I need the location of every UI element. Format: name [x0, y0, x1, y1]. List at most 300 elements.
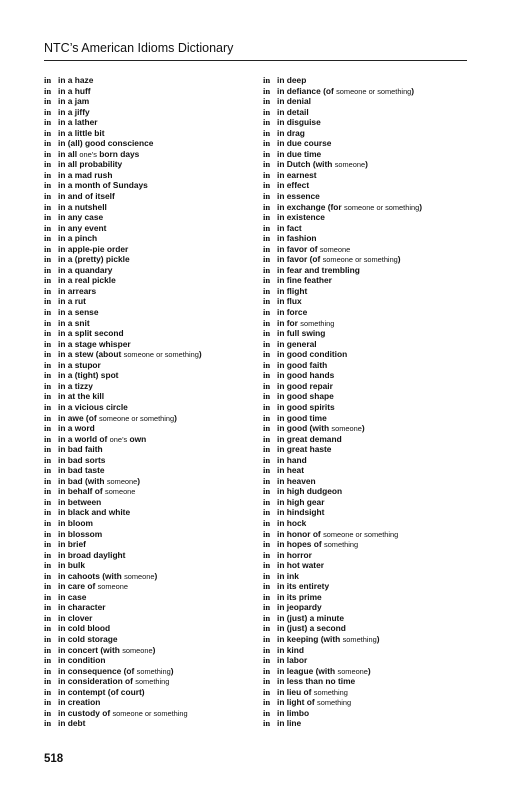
idiom-entry [263, 666, 473, 677]
entry-text: in a nutshell [58, 201, 107, 212]
idiom-entry [44, 149, 254, 160]
entry-keyword: in [263, 444, 271, 455]
entry-keyword: in [263, 633, 271, 644]
idiom-entry [44, 107, 254, 118]
entry-text: in good spirits [277, 401, 335, 412]
entry-text: in fact [277, 222, 302, 233]
entry-keyword: in [44, 85, 52, 96]
entry-phrase [58, 486, 135, 496]
entry-text: ) [137, 475, 141, 486]
idiom-entry [44, 581, 254, 592]
idiom-entry [44, 402, 254, 413]
idiom-entry [263, 613, 473, 624]
entry-text: in less than no time [277, 676, 356, 687]
entry-keyword: in [44, 444, 52, 455]
entry-phrase [277, 128, 305, 138]
entry-text: in defiance (of [277, 85, 337, 96]
idiom-entry [263, 170, 473, 181]
entry-text: ) [170, 665, 174, 676]
entry-phrase [58, 465, 105, 475]
entry-keyword: in [263, 317, 271, 328]
entry-keyword: in [263, 338, 271, 349]
entry-keyword: in [263, 349, 271, 360]
entry-text: in at the kill [58, 391, 105, 402]
idiom-entry [263, 360, 473, 371]
entry-phrase [58, 328, 124, 338]
idiom-entry [44, 465, 254, 476]
idiom-entry [263, 697, 473, 708]
entry-text: in all [58, 148, 80, 159]
idiom-entry [263, 645, 473, 656]
idiom-entry [263, 539, 473, 550]
entry-phrase [58, 265, 112, 275]
entry-text: in cold storage [58, 633, 118, 644]
entry-placeholder-word: one’s [109, 434, 128, 444]
entry-keyword: in [263, 454, 271, 465]
entry-keyword: in [44, 591, 52, 602]
entry-phrase [58, 645, 155, 655]
idiom-entry [263, 592, 473, 603]
entry-keyword: in [263, 159, 271, 170]
idiom-entry [44, 444, 254, 455]
entry-phrase [277, 623, 346, 633]
entry-phrase [58, 613, 92, 623]
entry-keyword: in [44, 612, 52, 623]
entry-text: in a pinch [58, 233, 98, 244]
entry-keyword: in [44, 359, 52, 370]
idiom-entry [44, 413, 254, 424]
idiom-entry [44, 328, 254, 339]
entry-keyword: in [44, 159, 52, 170]
entry-text: in great haste [277, 444, 332, 455]
entry-phrase [58, 455, 105, 465]
idiom-entry [263, 202, 473, 213]
entry-text: in case [58, 591, 87, 602]
idiom-entry [263, 191, 473, 202]
entry-phrase [58, 676, 169, 686]
entry-text: ) [397, 254, 401, 265]
entry-phrase [58, 402, 128, 412]
idiom-entry [44, 507, 254, 518]
entry-phrase [58, 370, 118, 380]
entry-placeholder-word: something [317, 698, 352, 708]
entry-phrase [277, 486, 342, 496]
entry-phrase [58, 117, 98, 127]
entry-phrase [58, 560, 85, 570]
entry-phrase [277, 455, 307, 465]
entry-keyword: in [44, 180, 52, 191]
entry-text: in effect [277, 180, 310, 191]
idiom-entry [44, 655, 254, 666]
entry-phrase [277, 86, 414, 96]
entry-placeholder-word: someone [105, 487, 136, 497]
idiom-entry [263, 623, 473, 634]
entry-text: in a jiffy [58, 106, 90, 117]
entry-phrase [277, 687, 348, 697]
entry-placeholder-word: someone [319, 244, 351, 254]
entry-phrase [277, 476, 316, 486]
idiom-entry [263, 328, 473, 339]
entry-text: in limbo [277, 707, 310, 718]
entry-text: in favor of [277, 243, 320, 254]
entry-phrase [58, 529, 102, 539]
entry-placeholder-word: someone or something [322, 255, 398, 265]
entry-phrase [58, 96, 89, 106]
entry-phrase [277, 434, 342, 444]
entry-text: in force [277, 307, 308, 318]
entry-keyword: in [44, 222, 52, 233]
entry-text: in due time [277, 148, 322, 159]
entry-text: in consequence (of [58, 665, 137, 676]
entry-placeholder-word: someone or something [112, 708, 188, 718]
entry-phrase [277, 339, 317, 349]
entry-phrase [277, 318, 334, 328]
entry-phrase [277, 360, 327, 370]
entry-keyword: in [263, 169, 271, 180]
entry-keyword: in [263, 401, 271, 412]
entry-phrase [58, 571, 157, 581]
entry-phrase [58, 518, 93, 528]
entry-text: in bloom [58, 517, 93, 528]
entry-text: in character [58, 602, 106, 613]
entry-text: in disguise [277, 117, 321, 128]
entry-phrase [58, 149, 139, 159]
entry-phrase [277, 244, 350, 254]
right-entry-column [263, 75, 473, 729]
entry-phrase [58, 602, 105, 612]
idiom-entry [263, 149, 473, 160]
entry-text: in a sense [58, 307, 99, 318]
entry-text: ) [361, 423, 365, 434]
idiom-entry [263, 529, 473, 540]
entry-phrase [58, 212, 103, 222]
idiom-entry [263, 434, 473, 445]
idiom-entry [263, 655, 473, 666]
entry-phrase [58, 444, 103, 454]
idiom-entry [263, 339, 473, 350]
idiom-entry [263, 560, 473, 571]
entry-text: in high gear [277, 496, 325, 507]
entry-text: in fine feather [277, 275, 332, 286]
entry-placeholder-word: someone [97, 582, 128, 592]
entry-keyword: in [44, 433, 52, 444]
entry-keyword: in [44, 686, 52, 697]
idiom-entry [44, 518, 254, 529]
entry-text: in labor [277, 655, 308, 666]
entry-placeholder-word: someone or something [123, 350, 199, 360]
entry-keyword: in [44, 517, 52, 528]
entry-keyword: in [263, 539, 271, 550]
entry-phrase [58, 581, 128, 591]
entry-keyword: in [44, 718, 52, 729]
entry-keyword: in [263, 328, 271, 339]
entry-keyword: in [44, 296, 52, 307]
idiom-entry [44, 539, 254, 550]
entry-text: in good time [277, 412, 327, 423]
idiom-entry [44, 571, 254, 582]
idiom-entry [263, 75, 473, 86]
entry-keyword: in [263, 517, 271, 528]
entry-phrase [58, 107, 90, 117]
entry-text: in a tizzy [58, 380, 93, 391]
entry-keyword: in [263, 222, 271, 233]
idiom-entry [44, 286, 254, 297]
idiom-entry [44, 550, 254, 561]
entry-keyword: in [44, 264, 52, 275]
entry-phrase [58, 539, 86, 549]
entry-text: in good shape [277, 391, 334, 402]
entry-phrase [277, 233, 317, 243]
entry-text: in behalf of [58, 486, 105, 497]
entry-text: in great demand [277, 433, 342, 444]
idiom-entry [44, 86, 254, 97]
idiom-entry [44, 560, 254, 571]
idiom-entry [263, 212, 473, 223]
entry-placeholder-word: someone or something [323, 529, 399, 539]
idiom-entry [263, 687, 473, 698]
entry-keyword: in [263, 475, 271, 486]
running-header-title: NTC’s American Idioms Dictionary [44, 41, 234, 55]
entry-text: in (all) good conscience [58, 138, 154, 149]
entry-keyword: in [263, 612, 271, 623]
idiom-entry [44, 370, 254, 381]
entry-phrase [277, 666, 371, 676]
entry-keyword: in [44, 401, 52, 412]
entry-keyword: in [263, 75, 271, 85]
entry-phrase [277, 676, 355, 686]
entry-keyword: in [44, 697, 52, 708]
entry-text: in a stew (about [58, 349, 124, 360]
idiom-entry [263, 244, 473, 255]
idiom-entry [44, 634, 254, 645]
entry-placeholder-word: someone [124, 571, 155, 581]
entry-text: in its prime [277, 591, 322, 602]
idiom-entry [44, 602, 254, 613]
entry-placeholder-word: someone [331, 424, 362, 434]
entry-text: in a quandary [58, 264, 113, 275]
entry-phrase [277, 592, 322, 602]
entry-keyword: in [263, 623, 271, 634]
idiom-entry [44, 233, 254, 244]
entry-keyword: in [44, 349, 52, 360]
entry-keyword: in [44, 243, 52, 254]
entry-phrase [58, 381, 93, 391]
entry-text: ) [376, 633, 380, 644]
entry-text: in custody of [58, 707, 113, 718]
idiom-entry [44, 476, 254, 487]
entry-text: in any event [58, 222, 107, 233]
entry-phrase [58, 307, 99, 317]
entry-phrase [277, 75, 306, 85]
entry-text: in for [277, 317, 301, 328]
entry-keyword: in [263, 602, 271, 613]
entry-text: in a huff [58, 85, 91, 96]
entry-phrase [58, 254, 130, 264]
entry-phrase [58, 233, 97, 243]
idiom-entry [263, 486, 473, 497]
entry-text: in exchange (for [277, 201, 345, 212]
idiom-entry [44, 296, 254, 307]
entry-text: in keeping (with [277, 633, 343, 644]
entry-phrase [277, 529, 398, 539]
entry-phrase [277, 655, 307, 665]
entry-text: in a little bit [58, 127, 105, 138]
idiom-entry [263, 413, 473, 424]
entry-phrase [277, 138, 331, 148]
entry-text: in honor of [277, 528, 324, 539]
entry-keyword: in [44, 169, 52, 180]
idiom-entry [263, 581, 473, 592]
idiom-entry [44, 497, 254, 508]
entry-text: in denial [277, 96, 311, 107]
idiom-entry [44, 676, 254, 687]
entry-text: in between [58, 496, 102, 507]
entry-keyword: in [263, 465, 271, 476]
entry-phrase [58, 708, 188, 718]
entry-text: ) [152, 644, 156, 655]
idiom-entry [263, 676, 473, 687]
entry-phrase [58, 666, 174, 676]
entry-phrase [58, 687, 145, 697]
idiom-entry [263, 370, 473, 381]
entry-phrase [58, 286, 96, 296]
entry-phrase [58, 339, 131, 349]
idiom-entry [263, 391, 473, 402]
entry-text: in hand [277, 454, 307, 465]
entry-phrase [58, 318, 90, 328]
entry-text: in drag [277, 127, 305, 138]
entry-phrase [277, 602, 322, 612]
entry-keyword: in [263, 117, 271, 128]
entry-keyword: in [263, 96, 271, 107]
entry-text: in a word [58, 423, 95, 434]
entry-keyword: in [44, 75, 52, 85]
entry-keyword: in [44, 317, 52, 328]
idiom-entry [44, 645, 254, 656]
entry-phrase [277, 296, 302, 306]
idiom-entry [44, 254, 254, 265]
idiom-entry [263, 128, 473, 139]
entry-keyword: in [263, 560, 271, 571]
entry-phrase [58, 655, 105, 665]
idiom-entry [44, 202, 254, 213]
idiom-entry [263, 265, 473, 276]
entry-text: ) [198, 349, 202, 360]
entry-phrase [58, 413, 177, 423]
idiom-entry [44, 613, 254, 624]
entry-phrase [58, 202, 107, 212]
entry-keyword: in [263, 243, 271, 254]
entry-text: in a vicious circle [58, 401, 128, 412]
entry-text: in contempt (of court) [58, 686, 145, 697]
entry-phrase [277, 159, 368, 169]
entry-phrase [58, 434, 146, 444]
idiom-entry [44, 318, 254, 329]
entry-phrase [58, 275, 116, 285]
entry-keyword: in [263, 528, 271, 539]
entry-phrase [277, 307, 307, 317]
entry-placeholder-word: something [324, 540, 359, 550]
entry-keyword: in [44, 665, 52, 676]
entry-text: in Dutch (with [277, 159, 335, 170]
entry-text: in a month of Sundays [58, 180, 148, 191]
entry-phrase [58, 296, 86, 306]
entry-phrase [58, 476, 140, 486]
entry-phrase [277, 634, 380, 644]
entry-phrase [277, 328, 325, 338]
entry-text: in hindsight [277, 507, 325, 518]
entry-keyword: in [263, 391, 271, 402]
entry-phrase [58, 623, 110, 633]
entry-text: in cold blood [58, 623, 111, 634]
left-entry-column [44, 75, 254, 729]
idiom-entry [44, 697, 254, 708]
idiom-entry [44, 529, 254, 540]
entry-text: in a world of [58, 433, 110, 444]
entry-phrase [277, 507, 324, 517]
entry-phrase [58, 507, 130, 517]
entry-text: in brief [58, 539, 86, 550]
idiom-entry [44, 455, 254, 466]
idiom-entry [263, 571, 473, 582]
idiom-entry [44, 138, 254, 149]
idiom-entry [263, 444, 473, 455]
entry-phrase [58, 634, 118, 644]
entry-phrase [58, 128, 105, 138]
idiom-entry [44, 623, 254, 634]
entry-keyword: in [263, 380, 271, 391]
entry-text: ) [411, 85, 415, 96]
entry-keyword: in [263, 359, 271, 370]
idiom-entry [44, 223, 254, 234]
idiom-entry [44, 128, 254, 139]
entry-text: in (just) a minute [277, 612, 344, 623]
entry-keyword: in [263, 138, 271, 149]
entry-text: ) [419, 201, 422, 212]
entry-text: in essence [277, 191, 320, 202]
entry-keyword: in [44, 475, 52, 486]
entry-phrase [277, 539, 358, 549]
idiom-entry [263, 307, 473, 318]
idiom-entry [44, 275, 254, 286]
entry-phrase [277, 149, 321, 159]
entry-text: in fear and trembling [277, 264, 360, 275]
entry-phrase [277, 708, 309, 718]
idiom-entry [44, 191, 254, 202]
idiom-entry [263, 117, 473, 128]
entry-text: in a snit [58, 317, 90, 328]
entry-text: in flight [277, 285, 308, 296]
entry-keyword: in [263, 707, 271, 718]
entry-text: ) [367, 665, 371, 676]
entry-phrase [277, 571, 299, 581]
entry-keyword: in [263, 496, 271, 507]
entry-keyword: in [44, 412, 52, 423]
entry-phrase [277, 550, 312, 560]
idiom-entry [263, 349, 473, 360]
idiom-entry [44, 265, 254, 276]
entry-text: in bad sorts [58, 454, 106, 465]
entry-text: in good faith [277, 359, 328, 370]
entry-keyword: in [44, 528, 52, 539]
entry-keyword: in [44, 454, 52, 465]
entry-phrase [277, 613, 344, 623]
entry-placeholder-word: something [300, 318, 335, 328]
idiom-entry [263, 497, 473, 508]
entry-text: in due course [277, 138, 332, 149]
idiom-entry [263, 233, 473, 244]
entry-phrase [58, 697, 100, 707]
